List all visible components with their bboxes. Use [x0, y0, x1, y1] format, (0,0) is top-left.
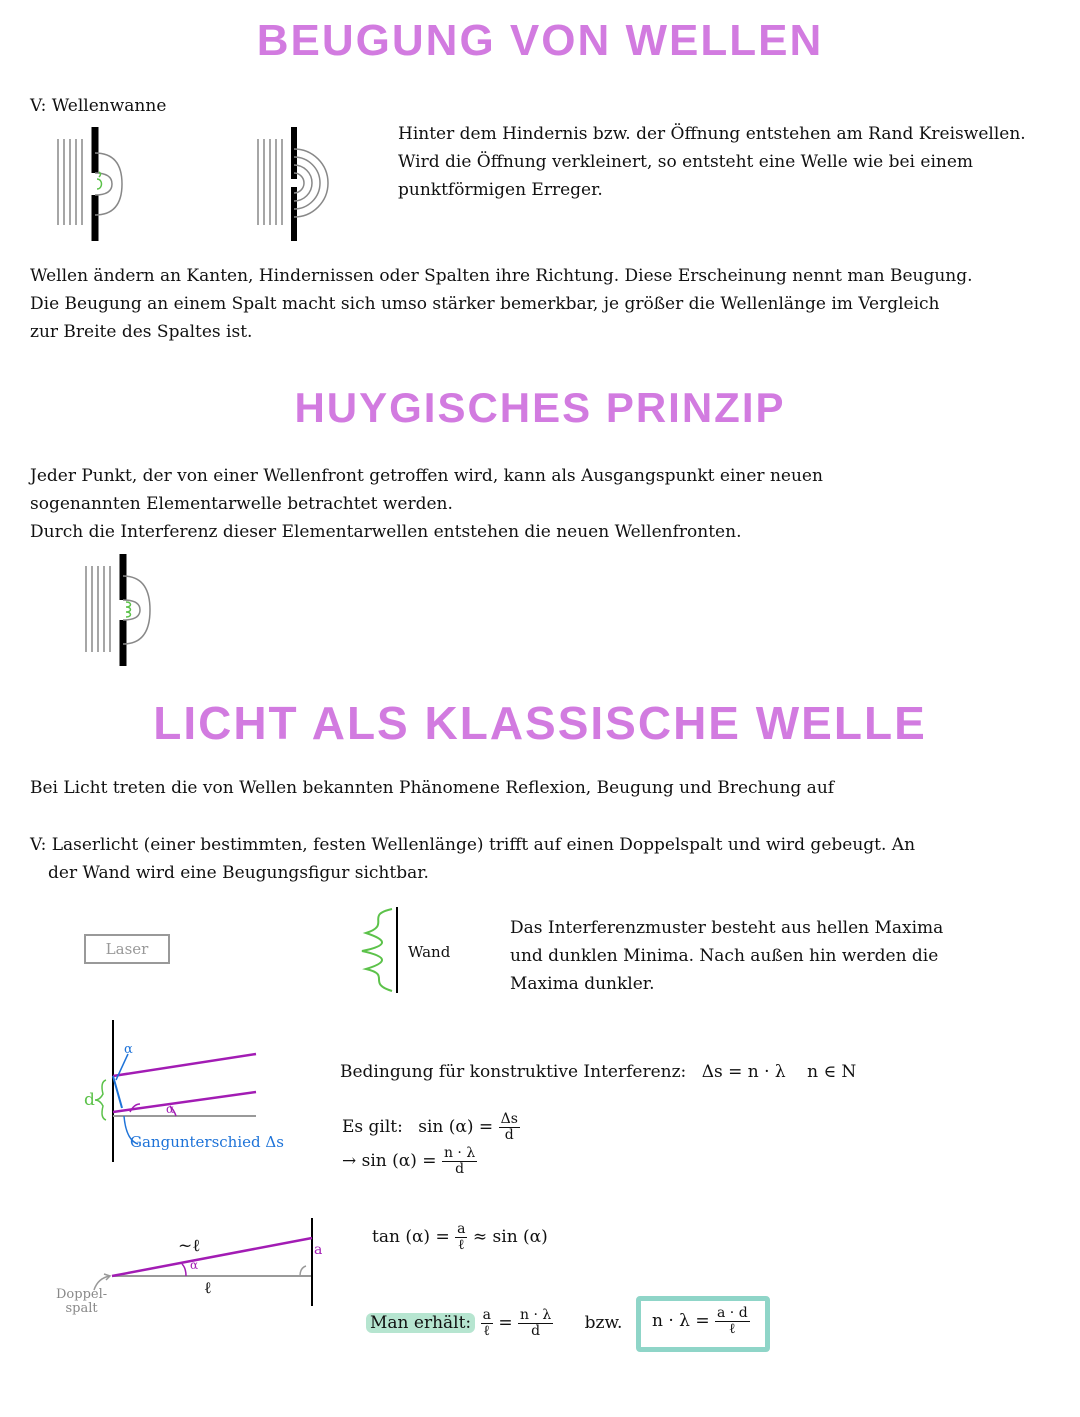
result-equals: = — [498, 1313, 513, 1333]
experiment-label-wellenwanne: V: Wellenwanne — [30, 96, 167, 116]
laser-experiment-line-2: der Wand wird eine Beugungsfigur sichtbar. — [48, 863, 429, 883]
tan-denominator: ℓ — [457, 1237, 465, 1253]
tan-fraction — [455, 1222, 467, 1253]
huygens-line-1: Jeder Punkt, der von einer Wellenfront getroffen wird, kann als Ausgangspunkt einer neuen — [30, 466, 823, 486]
result-numerator-2: n · λ — [520, 1307, 552, 1323]
boxed-denominator: ℓ — [728, 1321, 736, 1337]
boxed-lhs: n · λ = — [652, 1311, 710, 1331]
alpha-label-small: α — [190, 1258, 199, 1272]
wall-label: Wand — [408, 943, 451, 961]
arrow-fraction — [442, 1146, 477, 1177]
tan-rhs: ≈ sin (α) — [472, 1227, 548, 1247]
observation-line-2: Wird die Öffnung verkleinert, so entsteht eine Welle wie bei einem — [398, 152, 974, 172]
result-formula — [366, 1308, 622, 1339]
title-huygens: HUYGISCHES PRINZIP — [294, 384, 786, 431]
path-difference-label: Gangunterschied Δs — [130, 1133, 284, 1151]
sin-denominator: d — [504, 1127, 514, 1143]
pattern-line-2: und dunklen Minima. Nach außen hin werden die — [510, 946, 939, 966]
pattern-line-3: Maxima dunkler. — [510, 974, 655, 994]
result-denominator-1: ℓ — [483, 1323, 491, 1339]
title-licht: LICHT ALS KLASSISCHE WELLE — [153, 697, 927, 749]
ripple-tank-narrow-gap — [250, 125, 370, 243]
tan-numerator: a — [457, 1221, 466, 1237]
condition-set: n ∈ N — [807, 1062, 857, 1082]
sin-fraction — [499, 1112, 520, 1143]
wall-pattern-figure — [354, 905, 404, 995]
condition-label: Bedingung für konstruktive Interferenz: — [340, 1062, 687, 1082]
result-label: Man erhält: — [366, 1313, 475, 1333]
huygens-line-2: sogenannten Elementarwelle betrachtet werden. — [30, 494, 453, 514]
es-gilt-label: Es gilt: — [342, 1117, 403, 1137]
alpha-label-angle: α — [166, 1102, 175, 1116]
a-label: a — [314, 1242, 323, 1258]
doppelspalt-label-line-1: Doppel- — [56, 1287, 108, 1302]
alpha-label-top: α — [124, 1042, 133, 1057]
observation-text — [398, 120, 1048, 204]
laser-experiment-line-1: V: Laserlicht (einer bestimmten, festen Wellenlänge) trifft auf einen Doppelspalt und wird gebeugt. An — [30, 835, 916, 855]
pattern-description — [510, 914, 1050, 998]
doppelspalt-label — [56, 1288, 107, 1316]
licht-intro: Bei Licht treten die von Wellen bekannten Phänomene Reflexion, Beugung und Brechung auf — [30, 778, 835, 798]
beugung-definition — [30, 262, 1060, 346]
sin-lhs: sin (α) = — [418, 1117, 494, 1137]
condition-formula: Δs = n · λ — [701, 1062, 786, 1082]
sin-numerator: Δs — [500, 1111, 518, 1127]
arrow-lhs: → sin (α) = — [342, 1151, 437, 1171]
pattern-line-1: Das Interferenzmuster besteht aus hellen Maxima — [510, 918, 944, 938]
es-gilt-formula — [342, 1112, 520, 1143]
bzw-label: bzw. — [584, 1313, 623, 1333]
huygens-line-3: Durch die Interferenz dieser Elementarwellen entstehen die neuen Wellenfronten. — [30, 522, 742, 542]
l-label: ℓ — [204, 1278, 212, 1297]
result-fraction-1 — [481, 1308, 493, 1339]
tan-formula — [372, 1222, 548, 1253]
result-denominator-2: d — [531, 1323, 541, 1339]
definition-line-2: Die Beugung an einem Spalt macht sich umso stärker bemerkbar, je größer die Wellenlänge im Vergleich — [30, 294, 940, 314]
arrow-numerator: n · λ — [443, 1145, 476, 1161]
laser-box: Laser — [84, 934, 170, 964]
result-fraction-2 — [518, 1308, 553, 1339]
laser-experiment-text — [30, 831, 1060, 887]
definition-line-1: Wellen ändern an Kanten, Hindernissen oder Spalten ihre Richtung. Diese Erscheinung nennt man Beugung. — [30, 266, 973, 286]
result-numerator-1: a — [482, 1307, 491, 1323]
tan-lhs: tan (α) = — [372, 1227, 450, 1247]
distance-d-label: d — [84, 1090, 95, 1110]
observation-line-1: Hinter dem Hindernis bzw. der Öffnung entstehen am Rand Kreiswellen. — [398, 124, 1026, 144]
ripple-tank-wide-gap — [50, 125, 160, 243]
huygens-text — [30, 462, 1060, 546]
approx-l-label: ~ℓ — [178, 1236, 201, 1256]
boxed-numerator: a · d — [717, 1305, 748, 1321]
observation-line-3: punktförmigen Erreger. — [398, 180, 603, 200]
final-formula — [652, 1306, 750, 1337]
boxed-fraction — [715, 1306, 750, 1337]
huygens-ripple-figure — [80, 552, 190, 670]
definition-line-3: zur Breite des Spaltes ist. — [30, 322, 253, 342]
constructive-condition — [340, 1058, 856, 1086]
title-beugung: BEUGUNG VON WELLEN — [256, 16, 824, 65]
doppelspalt-label-line-2: spalt — [65, 1301, 98, 1316]
sin-result-formula — [342, 1146, 477, 1177]
arrow-denominator: d — [455, 1161, 465, 1177]
